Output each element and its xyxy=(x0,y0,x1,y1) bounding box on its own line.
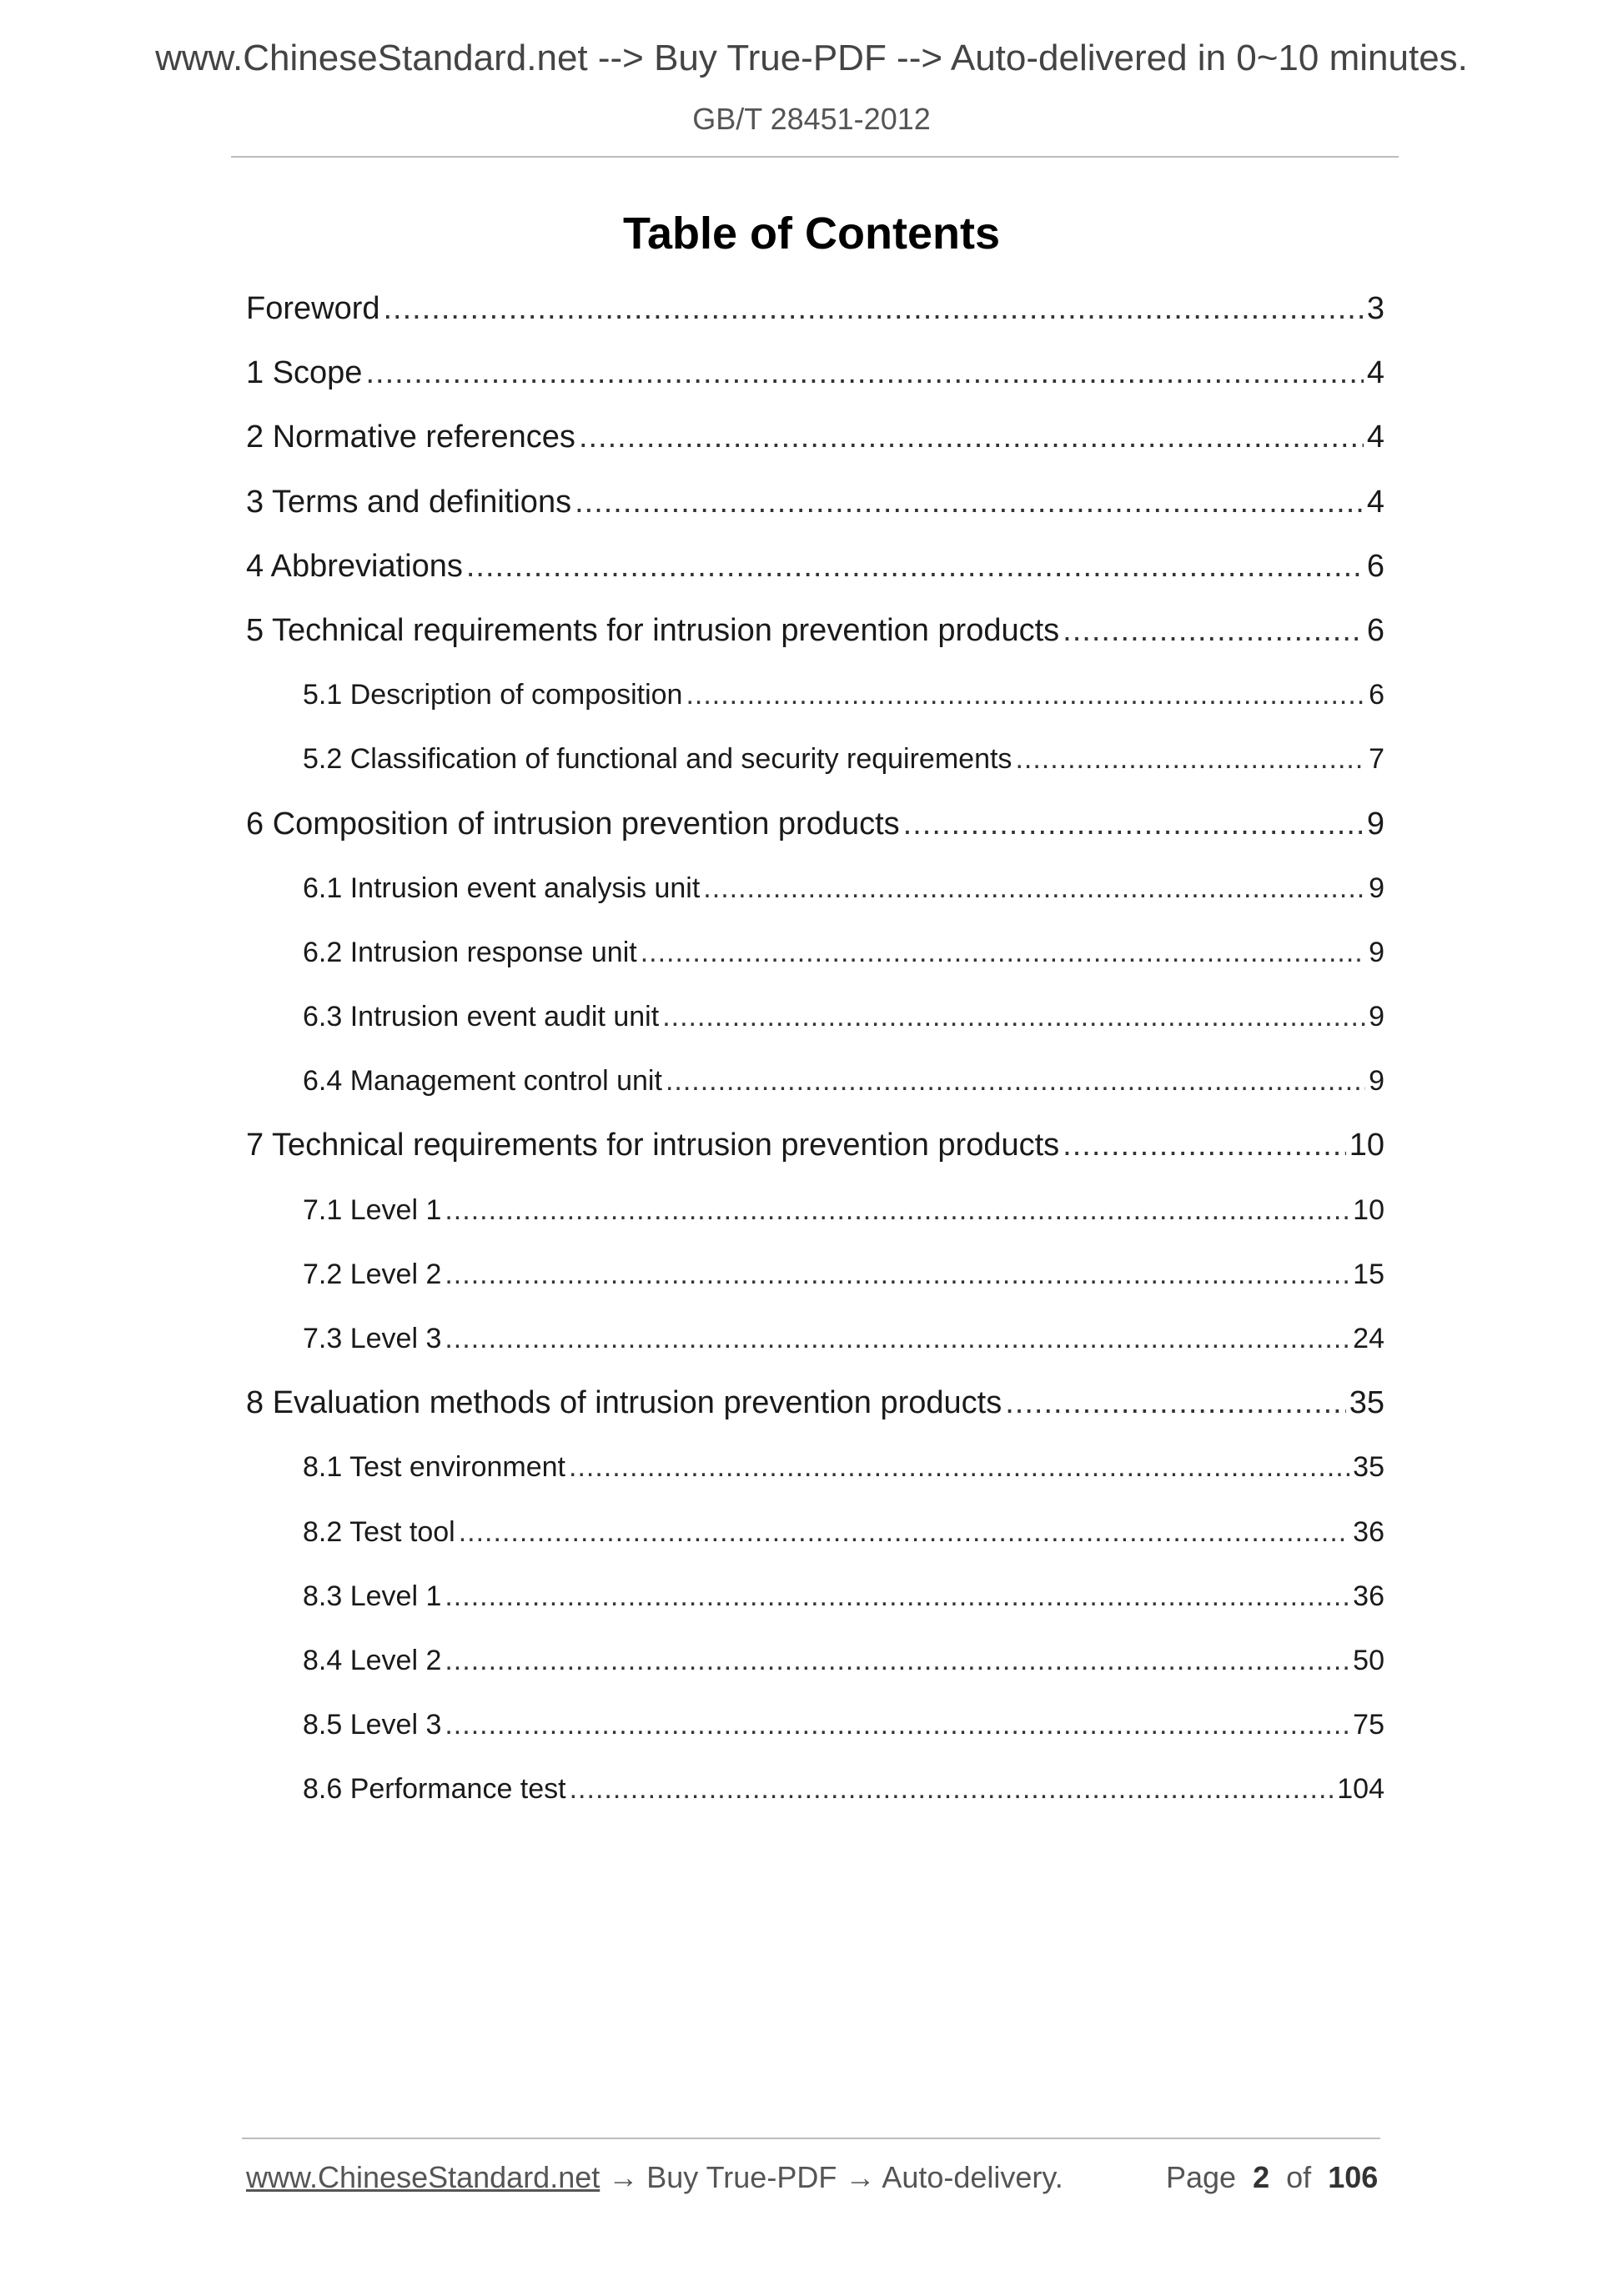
toc-entry-label: 6.1 Intrusion event analysis unit xyxy=(303,872,701,904)
toc-entry-label: 4 Abbreviations xyxy=(246,548,463,584)
toc-entry-page: 4 xyxy=(1366,355,1384,391)
toc-entry[interactable] xyxy=(246,605,1384,670)
toc-entry-page: 4 xyxy=(1366,484,1384,520)
toc-entry-page: 50 xyxy=(1353,1644,1384,1676)
toc-entry[interactable] xyxy=(246,412,1384,476)
toc-leader-dots xyxy=(445,1185,1349,1235)
toc-leader-dots xyxy=(662,992,1365,1042)
toc-entry-page: 75 xyxy=(1353,1709,1384,1741)
toc-entry-label: 1 Scope xyxy=(246,355,363,391)
toc-leader-dots xyxy=(570,1764,1334,1814)
toc-leader-dots xyxy=(703,863,1365,913)
toc-entry[interactable] xyxy=(246,1185,1384,1249)
standard-code: GB/T 28451-2012 xyxy=(692,102,931,136)
toc-entry-label: Foreword xyxy=(246,291,380,326)
toc-entry-label: 7 Technical requirements for intrusion prevention products xyxy=(246,1128,1060,1163)
toc-leader-dots xyxy=(903,799,1364,849)
toc-leader-dots xyxy=(1063,605,1364,656)
page-indicator xyxy=(1166,2158,1378,2197)
toc-entry[interactable] xyxy=(246,1120,1384,1184)
footer-tagline: → Buy True-PDF → Auto-delivery. xyxy=(600,2160,1063,2194)
toc-entry-page: 6 xyxy=(1369,679,1384,711)
toc-entry-label: 2 Normative references xyxy=(246,420,575,455)
toc-entry-label: 8 Evaluation methods of intrusion prevention products xyxy=(246,1385,1002,1421)
toc-leader-dots xyxy=(466,541,1364,591)
toc-entry-page: 6 xyxy=(1366,612,1384,648)
toc-entry-label: 8.3 Level 1 xyxy=(303,1580,442,1612)
toc-entry[interactable] xyxy=(246,284,1384,348)
toc-entry-page: 9 xyxy=(1369,872,1384,904)
toc-leader-dots xyxy=(1063,1120,1346,1170)
toc-leader-dots xyxy=(1005,1378,1346,1428)
top-banner: www.ChineseStandard.net --> Buy True-PDF --> Auto-delivered in 0~10 minutes. xyxy=(155,38,1468,78)
toc-leader-dots xyxy=(579,412,1364,462)
toc-entry-page: 35 xyxy=(1353,1451,1384,1484)
toc-entry[interactable] xyxy=(246,1571,1384,1635)
toc-entry[interactable] xyxy=(246,1700,1384,1764)
toc-leader-dots xyxy=(445,1314,1349,1364)
toc-entry[interactable] xyxy=(246,1249,1384,1314)
toc-entry-label: 8.5 Level 3 xyxy=(303,1709,442,1741)
toc-entry[interactable] xyxy=(246,477,1384,541)
toc-entry-page: 6 xyxy=(1366,548,1384,584)
toc-leader-dots xyxy=(666,1056,1365,1106)
toc-leader-dots xyxy=(445,1700,1349,1750)
toc-entry-label: 5 Technical requirements for intrusion prevention products xyxy=(246,612,1060,648)
toc-entry[interactable] xyxy=(246,670,1384,734)
toc-entry-page: 24 xyxy=(1353,1323,1384,1354)
toc-entry-label: 6 Composition of intrusion prevention products xyxy=(246,806,900,842)
toc-entry-label: 8.4 Level 2 xyxy=(303,1644,442,1676)
toc-entry-page: 7 xyxy=(1369,743,1384,776)
toc-entry[interactable] xyxy=(246,348,1384,412)
toc-entry[interactable] xyxy=(246,1378,1384,1442)
toc-entry-page: 36 xyxy=(1353,1515,1384,1548)
toc-leader-dots xyxy=(686,670,1365,720)
toc-entry[interactable] xyxy=(246,1507,1384,1571)
toc-entry[interactable] xyxy=(246,1635,1384,1700)
toc-entry-page: 10 xyxy=(1353,1193,1384,1226)
toc-entry-page: 9 xyxy=(1369,1001,1384,1033)
toc-entry[interactable] xyxy=(246,927,1384,992)
toc-entry-label: 8.6 Performance test xyxy=(303,1773,566,1806)
toc-entry-page: 15 xyxy=(1353,1258,1384,1290)
toc-leader-dots xyxy=(445,1571,1349,1621)
toc-leader-dots xyxy=(641,927,1365,977)
toc-list xyxy=(246,284,1384,1829)
toc-entry[interactable] xyxy=(246,1314,1384,1378)
toc-entry-label: 8.1 Test environment xyxy=(303,1451,565,1484)
toc-leader-dots xyxy=(1015,734,1365,784)
page-word: Page xyxy=(1166,2160,1237,2194)
toc-entry-label: 7.1 Level 1 xyxy=(303,1193,442,1226)
toc-entry[interactable] xyxy=(246,1442,1384,1506)
toc-entry-label: 7.2 Level 2 xyxy=(303,1258,442,1290)
toc-entry-label: 5.1 Description of composition xyxy=(303,679,683,711)
toc-entry[interactable] xyxy=(246,1764,1384,1828)
toc-leader-dots xyxy=(445,1249,1349,1299)
toc-entry-page: 104 xyxy=(1337,1773,1384,1806)
toc-entry-label: 7.3 Level 3 xyxy=(303,1323,442,1354)
toc-entry-label: 3 Terms and definitions xyxy=(246,484,572,520)
toc-entry-page: 3 xyxy=(1366,291,1384,326)
toc-entry-label: 8.2 Test tool xyxy=(303,1515,455,1548)
toc-title: Table of Contents xyxy=(623,208,1000,259)
footer-left xyxy=(246,2158,1063,2197)
toc-entry-page: 9 xyxy=(1369,1065,1384,1098)
toc-entry-label: 6.4 Management control unit xyxy=(303,1065,662,1098)
page-total: 106 xyxy=(1328,2160,1379,2194)
toc-leader-dots xyxy=(365,348,1363,398)
toc-entry-page: 9 xyxy=(1369,936,1384,968)
page-current: 2 xyxy=(1253,2160,1270,2194)
of-word: of xyxy=(1286,2160,1312,2194)
toc-entry[interactable] xyxy=(246,734,1384,798)
toc-leader-dots xyxy=(384,284,1364,334)
toc-leader-dots xyxy=(575,477,1364,527)
toc-entry[interactable] xyxy=(246,541,1384,605)
toc-entry[interactable] xyxy=(246,1056,1384,1120)
toc-entry-label: 6.3 Intrusion event audit unit xyxy=(303,1001,660,1033)
toc-entry[interactable] xyxy=(246,992,1384,1056)
toc-entry-page: 4 xyxy=(1366,420,1384,455)
toc-entry-page: 36 xyxy=(1353,1580,1384,1612)
toc-entry[interactable] xyxy=(246,863,1384,927)
toc-leader-dots xyxy=(459,1507,1349,1557)
toc-entry-page: 10 xyxy=(1349,1128,1384,1163)
toc-entry-label: 5.2 Classification of functional and security requirements xyxy=(303,743,1012,776)
footer-site-link[interactable]: www.ChineseStandard.net xyxy=(246,2160,600,2194)
toc-leader-dots xyxy=(445,1635,1349,1686)
footer-divider xyxy=(242,2138,1380,2139)
toc-entry-label: 6.2 Intrusion response unit xyxy=(303,936,637,968)
toc-leader-dots xyxy=(569,1442,1349,1492)
toc-entry-page: 35 xyxy=(1349,1385,1384,1421)
header-divider xyxy=(231,156,1399,158)
toc-entry-page: 9 xyxy=(1366,806,1384,842)
toc-entry[interactable] xyxy=(246,799,1384,863)
